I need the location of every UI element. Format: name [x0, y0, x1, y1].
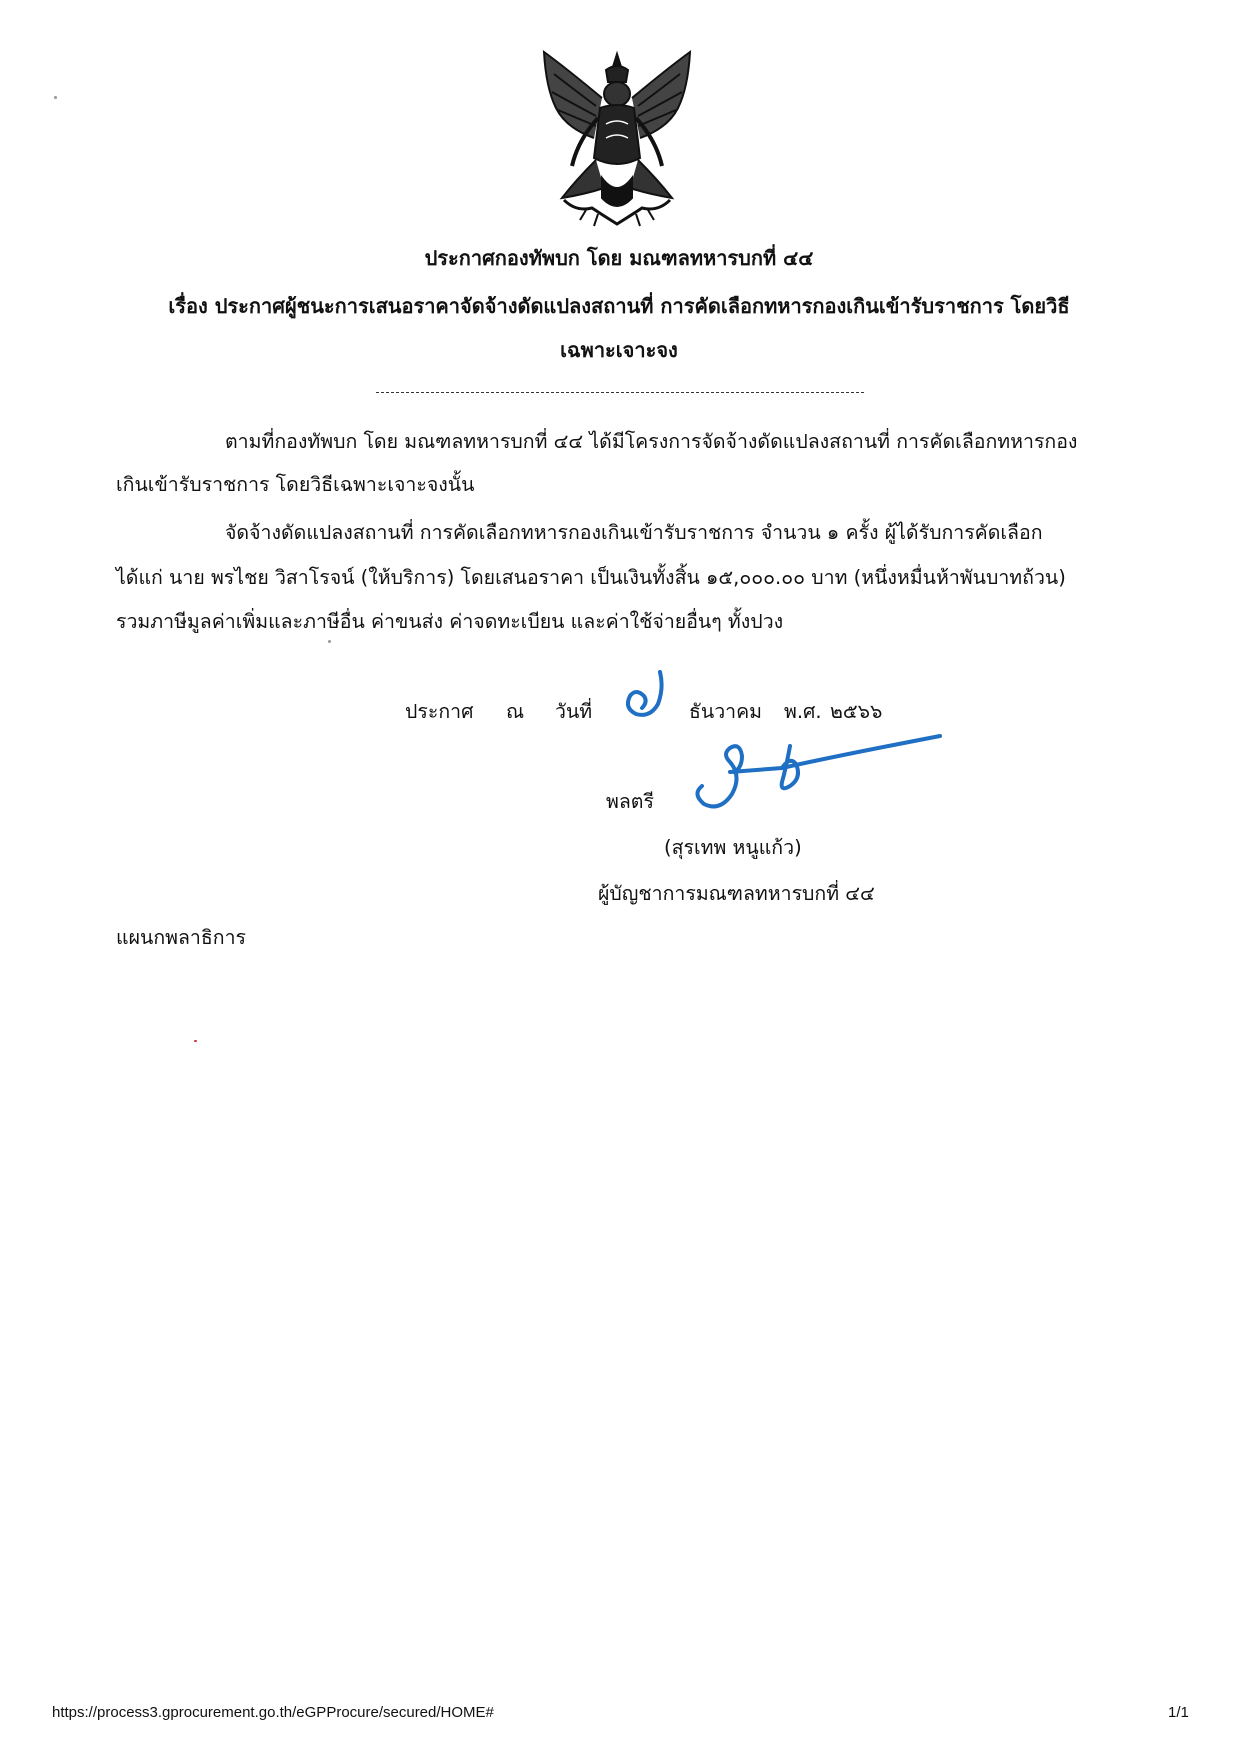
title-divider [376, 392, 864, 393]
paragraph-1-line-2: เกินเข้ารับราชการ โดยวิธีเฉพาะเจาะจงนั้น [116, 473, 475, 496]
garuda-emblem-icon [536, 48, 698, 230]
date-announce-label: ประกาศ [405, 700, 474, 723]
footer-page-number: 1/1 [1168, 1704, 1189, 1721]
footer-url: https://process3.gprocurement.go.th/eGPProcure/secured/HOME# [52, 1704, 494, 1721]
paragraph-2-line-3: รวมภาษีมูลค่าเพิ่มและภาษีอื่น ค่าขนส่ง ค่าจดทะเบียน และค่าใช้จ่ายอื่นๆ ทั้งปวง [116, 610, 784, 633]
date-at-label: ณ [506, 700, 525, 723]
handwritten-signature [686, 728, 946, 812]
scan-speck [194, 1040, 197, 1042]
announcement-title: ประกาศกองทัพบก โดย มณฑลทหารบกที่ ๔๔ [424, 246, 814, 270]
paragraph-1-line-1: ตามที่กองทัพบก โดย มณฑลทหารบกที่ ๔๔ ได้มีโครงการจัดจ้างดัดแปลงสถานที่ การคัดเลือกทหารกอง [225, 430, 1078, 453]
scan-speck [328, 640, 331, 643]
signer-name: (สุรเทพ หนูแก้ว) [664, 836, 802, 859]
paragraph-2-line-1: จัดจ้างดัดแปลงสถานที่ การคัดเลือกทหารกองเกินเข้ารับราชการ จำนวน ๑ ครั้ง ผู้ได้รับการคัดเลือก [225, 521, 1043, 544]
date-day-label: วันที่ [555, 700, 593, 723]
scan-speck [54, 96, 57, 99]
department-label: แผนกพลาธิการ [116, 926, 247, 949]
date-era: พ.ศ. [784, 700, 822, 723]
announcement-subject-line-2: เฉพาะเจาะจง [560, 338, 678, 362]
date-month: ธันวาคม [689, 700, 763, 723]
handwritten-day-number [620, 668, 676, 724]
paragraph-2-line-2: ได้แก่ นาย พรไชย วิสาโรจน์ (ให้บริการ) โดยเสนอราคา เป็นเงินทั้งสิ้น ๑๕,๐๐๐.๐๐ บาท (หนึ่งหมื่นห้าพันบาทถ้วน) [116, 566, 1066, 589]
date-year: ๒๕๖๖ [830, 700, 883, 723]
signer-rank: พลตรี [606, 790, 654, 813]
signer-position: ผู้บัญชาการมณฑลทหารบกที่ ๔๔ [598, 882, 875, 905]
announcement-subject-line-1: เรื่อง ประกาศผู้ชนะการเสนอราคาจัดจ้างดัดแปลงสถานที่ การคัดเลือกทหารกองเกินเข้ารับราชการ โดยวิธี [168, 294, 1070, 318]
